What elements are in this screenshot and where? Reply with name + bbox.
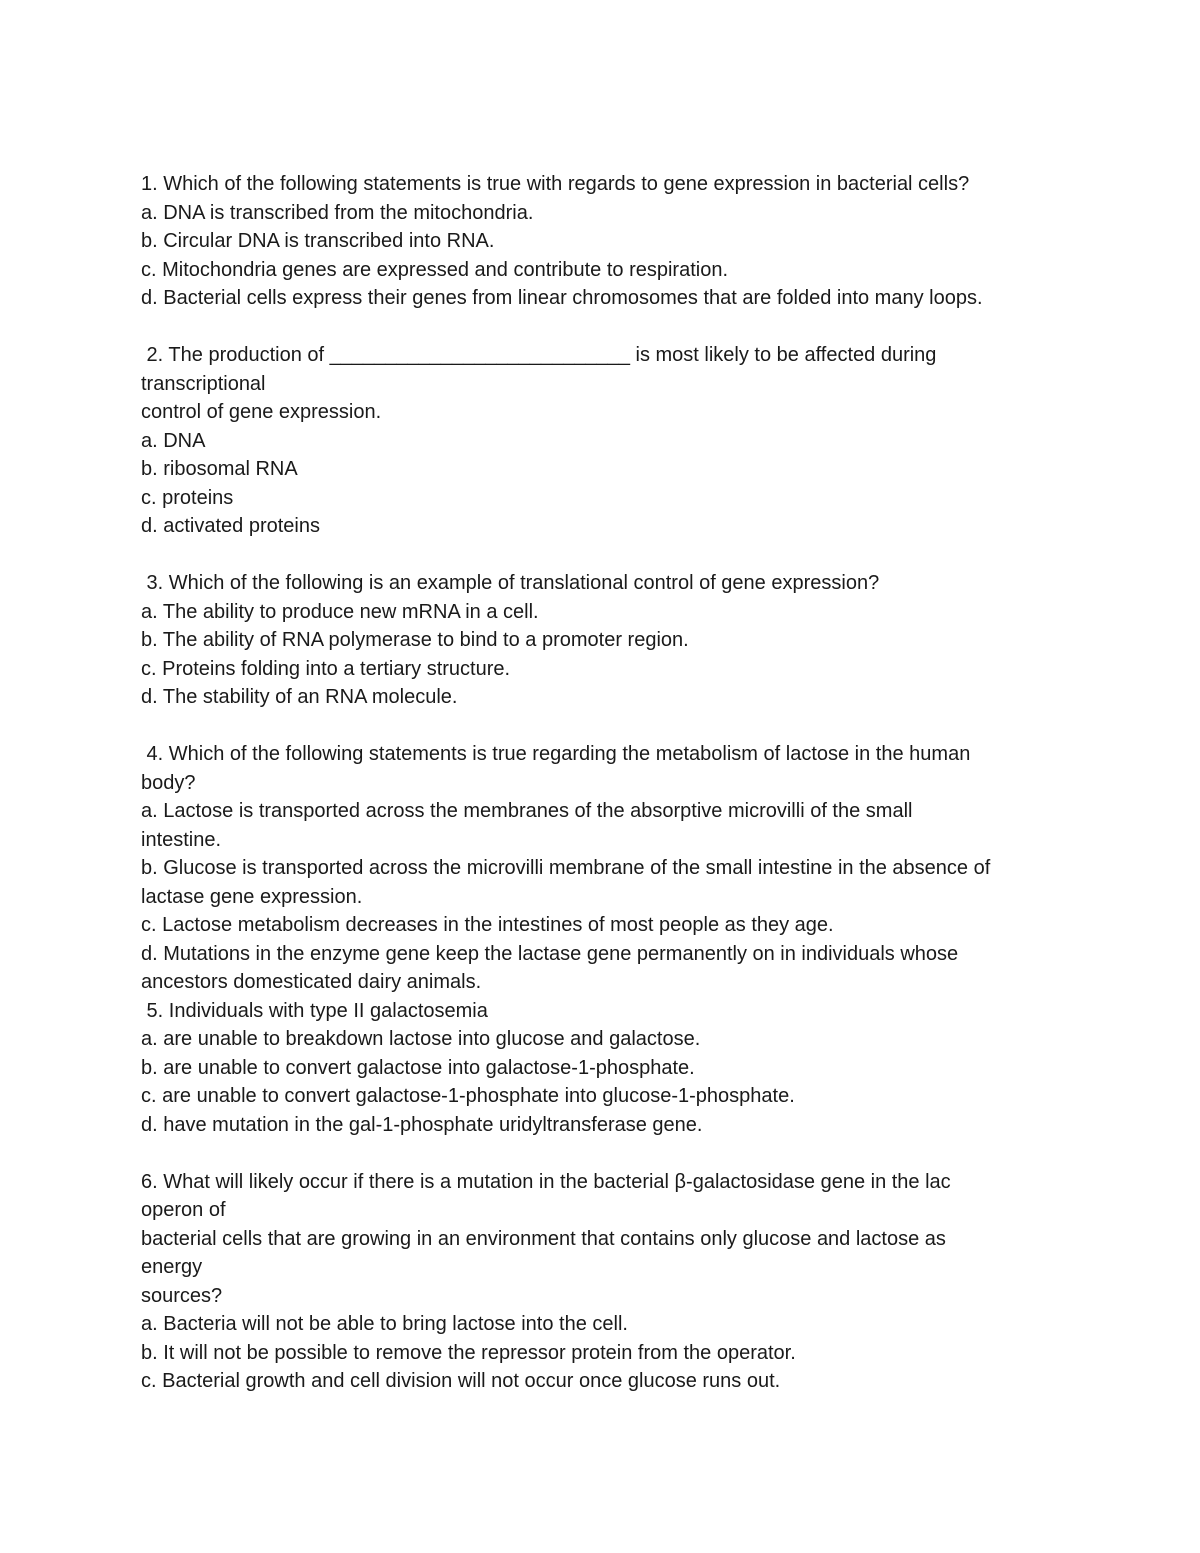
question-6-stem-continued: bacterial cells that are growing in an environment that contains only glucose and lactose as [141, 1227, 946, 1250]
question-1-option-a: a. DNA is transcribed from the mitochondria. [141, 201, 534, 224]
question-5-option-b: b. are unable to convert galactose into galactose-1-phosphate. [141, 1056, 695, 1079]
question-4-option-c: c. Lactose metabolism decreases in the intestines of most people as they age. [141, 914, 834, 936]
question-block-4-5 [141, 740, 1071, 1139]
question-2-stem: 2. The production of ___________________________ is most likely to be affected during [141, 344, 937, 366]
question-4-option-d: d. Mutations in the enzyme gene keep the lactase gene permanently on in individuals whose [141, 942, 959, 965]
question-block-2 [141, 341, 1071, 541]
blank-line [141, 313, 1071, 342]
question-1-option-b: b. Circular DNA is transcribed into RNA. [141, 230, 495, 252]
question-3-option-c: c. Proteins folding into a tertiary structure. [141, 657, 511, 680]
question-3-option-a: a. The ability to produce new mRNA in a cell. [141, 600, 539, 623]
question-6-stem-continued: energy [141, 1256, 203, 1278]
question-6-stem: 6. What will likely occur if there is a mutation in the bacterial β-galactosidase gene in the lac [141, 1170, 951, 1193]
question-block-1 [141, 170, 1071, 313]
question-6-stem-continued: operon of [141, 1199, 226, 1221]
question-3-option-d: d. The stability of an RNA molecule. [141, 686, 458, 708]
blank-line [141, 1139, 1071, 1168]
question-5-option-a: a. are unable to breakdown lactose into glucose and galactose. [141, 1028, 701, 1050]
quiz-content [141, 170, 1071, 1396]
blank-line [141, 712, 1071, 741]
question-3-option-b: b. The ability of RNA polymerase to bind to a promoter region. [141, 629, 689, 651]
question-6-option-c: c. Bacterial growth and cell division will not occur once glucose runs out. [141, 1370, 781, 1392]
question-2-option-a: a. DNA [141, 429, 206, 452]
question-3-stem: 3. Which of the following is an example of translational control of gene expression? [141, 572, 880, 594]
question-2-stem-continued: control of gene expression. [141, 401, 382, 423]
question-6-option-b: b. It will not be possible to remove the repressor protein from the operator. [141, 1341, 796, 1364]
question-2-option-d: d. activated proteins [141, 515, 320, 537]
question-2-stem-continued: transcriptional [141, 372, 266, 395]
question-block-6 [141, 1168, 1071, 1396]
question-1-option-d: d. Bacterial cells express their genes from linear chromosomes that are folded into many loops. [141, 287, 983, 309]
question-4-option-a: a. Lactose is transported across the membranes of the absorptive microvilli of the small [141, 800, 913, 822]
question-6-option-a: a. Bacteria will not be able to bring lactose into the cell. [141, 1313, 628, 1335]
blank-line [141, 541, 1071, 570]
question-4-stem: 4. Which of the following statements is true regarding the metabolism of lactose in the human [141, 743, 971, 765]
question-5-stem: 5. Individuals with type II galactosemia [141, 999, 488, 1022]
question-4-option-d-continued: ancestors domesticated dairy animals. [141, 971, 482, 993]
question-4-option-a-continued: intestine. [141, 828, 222, 851]
question-2-option-b: b. ribosomal RNA [141, 458, 298, 480]
question-4-option-b-continued: lactase gene expression. [141, 885, 363, 908]
question-block-3 [141, 569, 1071, 712]
question-5-option-c: c. are unable to convert galactose-1-phosphate into glucose-1-phosphate. [141, 1085, 795, 1107]
question-4-option-b: b. Glucose is transported across the microvilli membrane of the small intestine in the absence of [141, 857, 991, 879]
question-5-option-d: d. have mutation in the gal-1-phosphate uridyltransferase gene. [141, 1113, 703, 1136]
question-6-stem-continued: sources? [141, 1284, 223, 1307]
question-1-stem: 1. Which of the following statements is true with regards to gene expression in bacterial cells? [141, 173, 970, 195]
question-4-stem-continued: body? [141, 771, 196, 794]
question-1-option-c: c. Mitochondria genes are expressed and contribute to respiration. [141, 258, 729, 281]
question-2-option-c: c. proteins [141, 486, 234, 509]
